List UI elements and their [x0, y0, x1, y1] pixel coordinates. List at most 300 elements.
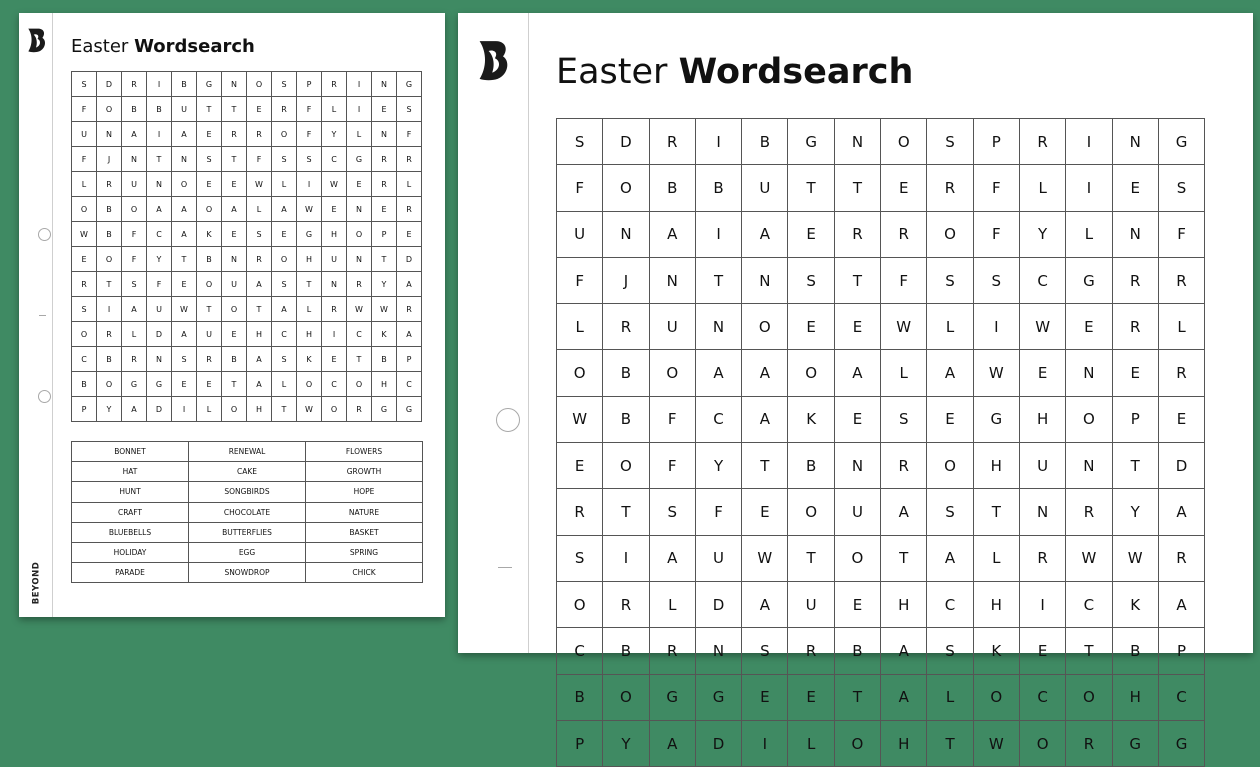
grid-cell: U: [788, 582, 834, 628]
grid-cell: S: [974, 258, 1020, 304]
grid-cell: D: [147, 397, 172, 422]
grid-cell: W: [1113, 536, 1159, 582]
grid-cell: B: [788, 443, 834, 489]
grid-cell: O: [72, 322, 97, 347]
grid-cell: W: [297, 397, 322, 422]
grid-cell: I: [603, 536, 649, 582]
grid-cell: E: [881, 165, 927, 211]
grid-cell: R: [1020, 536, 1066, 582]
grid-cell: B: [97, 197, 122, 222]
word-list-item: CHICK: [306, 563, 423, 583]
grid-cell: C: [322, 372, 347, 397]
grid-cell: W: [1066, 536, 1112, 582]
grid-cell: L: [650, 582, 696, 628]
grid-cell: N: [1113, 119, 1159, 165]
grid-cell: P: [1113, 397, 1159, 443]
beyond-logo-icon: [26, 27, 48, 53]
grid-cell: H: [322, 222, 347, 247]
grid-cell: L: [927, 675, 973, 721]
grid-cell: N: [322, 272, 347, 297]
grid-cell: E: [222, 222, 247, 247]
grid-cell: I: [742, 721, 788, 767]
grid-cell: R: [1159, 350, 1205, 396]
grid-cell: N: [650, 258, 696, 304]
grid-cell: L: [247, 197, 272, 222]
grid-cell: O: [603, 675, 649, 721]
grid-cell: A: [927, 350, 973, 396]
grid-cell: P: [72, 397, 97, 422]
grid-cell: C: [557, 628, 603, 674]
grid-cell: G: [297, 222, 322, 247]
grid-cell: A: [835, 350, 881, 396]
grid-cell: O: [557, 350, 603, 396]
word-list-table: [71, 441, 423, 583]
grid-cell: L: [197, 397, 222, 422]
grid-cell: H: [974, 443, 1020, 489]
grid-cell: F: [696, 489, 742, 535]
grid-cell: G: [197, 72, 222, 97]
grid-cell: E: [788, 304, 834, 350]
grid-cell: B: [650, 165, 696, 211]
grid-cell: A: [742, 582, 788, 628]
grid-cell: A: [147, 197, 172, 222]
grid-cell: T: [927, 721, 973, 767]
grid-cell: J: [603, 258, 649, 304]
grid-cell: L: [272, 372, 297, 397]
grid-cell: F: [650, 443, 696, 489]
grid-cell: N: [372, 122, 397, 147]
grid-cell: B: [97, 222, 122, 247]
grid-cell: I: [147, 72, 172, 97]
grid-cell: D: [97, 72, 122, 97]
grid-cell: T: [1066, 628, 1112, 674]
grid-cell: F: [247, 147, 272, 172]
grid-cell: Y: [1113, 489, 1159, 535]
grid-cell: R: [122, 347, 147, 372]
grid-cell: S: [557, 536, 603, 582]
grid-cell: O: [222, 297, 247, 322]
worksheet-title: Easter Wordsearch: [556, 52, 914, 92]
grid-cell: Y: [322, 122, 347, 147]
grid-cell: O: [297, 372, 322, 397]
grid-cell: L: [122, 322, 147, 347]
grid-cell: P: [297, 72, 322, 97]
grid-cell: R: [788, 628, 834, 674]
grid-cell: R: [97, 322, 122, 347]
grid-cell: I: [1066, 165, 1112, 211]
grid-cell: K: [372, 322, 397, 347]
grid-cell: W: [881, 304, 927, 350]
grid-cell: P: [974, 119, 1020, 165]
grid-cell: T: [835, 675, 881, 721]
grid-cell: E: [72, 247, 97, 272]
grid-cell: R: [1066, 489, 1112, 535]
word-list-item: GROWTH: [306, 462, 423, 482]
grid-cell: E: [788, 675, 834, 721]
grid-cell: G: [372, 397, 397, 422]
grid-cell: L: [347, 122, 372, 147]
grid-cell: B: [603, 350, 649, 396]
grid-cell: O: [603, 443, 649, 489]
grid-cell: A: [172, 197, 197, 222]
grid-cell: T: [222, 97, 247, 122]
grid-cell: T: [603, 489, 649, 535]
grid-cell: I: [172, 397, 197, 422]
grid-cell: T: [881, 536, 927, 582]
grid-cell: R: [1066, 721, 1112, 767]
grid-cell: Y: [147, 247, 172, 272]
grid-cell: T: [835, 165, 881, 211]
grid-cell: W: [247, 172, 272, 197]
grid-cell: R: [1159, 258, 1205, 304]
grid-cell: B: [72, 372, 97, 397]
grid-cell: E: [927, 397, 973, 443]
grid-cell: F: [557, 165, 603, 211]
fold-mark: [498, 567, 512, 568]
margin-line: [52, 13, 53, 617]
grid-cell: A: [1159, 489, 1205, 535]
grid-cell: D: [1159, 443, 1205, 489]
grid-cell: R: [222, 122, 247, 147]
grid-cell: L: [322, 97, 347, 122]
grid-cell: D: [696, 721, 742, 767]
grid-cell: I: [322, 322, 347, 347]
grid-cell: R: [881, 212, 927, 258]
grid-cell: E: [1113, 350, 1159, 396]
grid-cell: N: [147, 172, 172, 197]
grid-cell: R: [927, 165, 973, 211]
grid-cell: N: [742, 258, 788, 304]
grid-cell: G: [1159, 721, 1205, 767]
grid-cell: U: [197, 322, 222, 347]
grid-cell: G: [147, 372, 172, 397]
grid-cell: D: [147, 322, 172, 347]
grid-cell: K: [297, 347, 322, 372]
grid-cell: C: [397, 372, 422, 397]
grid-cell: G: [122, 372, 147, 397]
grid-cell: N: [1066, 350, 1112, 396]
grid-cell: C: [72, 347, 97, 372]
grid-cell: E: [222, 322, 247, 347]
grid-cell: T: [272, 397, 297, 422]
grid-cell: O: [197, 272, 222, 297]
grid-cell: P: [1159, 628, 1205, 674]
grid-cell: T: [347, 347, 372, 372]
grid-cell: H: [881, 582, 927, 628]
grid-cell: O: [172, 172, 197, 197]
grid-cell: I: [347, 72, 372, 97]
grid-cell: F: [147, 272, 172, 297]
grid-cell: R: [557, 489, 603, 535]
grid-cell: A: [650, 536, 696, 582]
grid-cell: S: [297, 147, 322, 172]
fold-mark: [39, 315, 46, 316]
grid-cell: R: [650, 628, 696, 674]
grid-cell: G: [1159, 119, 1205, 165]
grid-cell: S: [788, 258, 834, 304]
grid-cell: S: [650, 489, 696, 535]
grid-cell: F: [122, 222, 147, 247]
grid-cell: P: [557, 721, 603, 767]
grid-cell: Y: [603, 721, 649, 767]
grid-cell: B: [97, 347, 122, 372]
grid-cell: W: [742, 536, 788, 582]
grid-cell: F: [650, 397, 696, 443]
grid-cell: A: [172, 222, 197, 247]
worksheet-title: Easter Wordsearch: [71, 36, 255, 57]
grid-cell: U: [222, 272, 247, 297]
grid-cell: E: [172, 372, 197, 397]
grid-cell: R: [372, 147, 397, 172]
grid-cell: F: [297, 97, 322, 122]
grid-cell: U: [557, 212, 603, 258]
grid-cell: B: [835, 628, 881, 674]
grid-cell: A: [742, 350, 788, 396]
grid-cell: S: [72, 72, 97, 97]
grid-cell: K: [788, 397, 834, 443]
grid-cell: R: [1020, 119, 1066, 165]
grid-cell: H: [372, 372, 397, 397]
grid-cell: S: [927, 489, 973, 535]
grid-cell: O: [72, 197, 97, 222]
grid-cell: E: [835, 304, 881, 350]
grid-cell: O: [322, 397, 347, 422]
grid-cell: O: [1020, 721, 1066, 767]
grid-cell: R: [247, 122, 272, 147]
grid-cell: R: [347, 272, 372, 297]
grid-cell: A: [122, 122, 147, 147]
word-list-item: SONGBIRDS: [189, 482, 306, 502]
grid-cell: S: [272, 272, 297, 297]
word-list-item: BUTTERFLIES: [189, 523, 306, 543]
grid-cell: E: [742, 489, 788, 535]
grid-cell: H: [881, 721, 927, 767]
grid-cell: S: [122, 272, 147, 297]
grid-cell: A: [742, 397, 788, 443]
binder-hole: [496, 408, 520, 432]
grid-cell: O: [927, 212, 973, 258]
grid-cell: E: [557, 443, 603, 489]
grid-cell: A: [397, 322, 422, 347]
grid-cell: T: [222, 372, 247, 397]
word-list-item: HAT: [72, 462, 189, 482]
grid-cell: R: [1113, 304, 1159, 350]
grid-cell: A: [172, 322, 197, 347]
grid-cell: I: [1066, 119, 1112, 165]
grid-cell: S: [197, 147, 222, 172]
margin-line: [528, 13, 529, 653]
grid-cell: O: [742, 304, 788, 350]
grid-cell: A: [742, 212, 788, 258]
grid-cell: C: [272, 322, 297, 347]
grid-cell: R: [72, 272, 97, 297]
grid-cell: B: [603, 628, 649, 674]
grid-cell: W: [974, 350, 1020, 396]
grid-cell: Y: [696, 443, 742, 489]
grid-cell: A: [881, 489, 927, 535]
brand-label: BEYOND: [31, 561, 42, 605]
grid-cell: O: [974, 675, 1020, 721]
grid-cell: B: [603, 397, 649, 443]
word-list-item: HOPE: [306, 482, 423, 502]
grid-cell: C: [927, 582, 973, 628]
grid-cell: A: [222, 197, 247, 222]
grid-cell: D: [696, 582, 742, 628]
grid-cell: O: [1066, 397, 1112, 443]
grid-cell: G: [397, 397, 422, 422]
word-list-item: CRAFT: [72, 503, 189, 523]
grid-cell: N: [1020, 489, 1066, 535]
grid-cell: E: [1159, 397, 1205, 443]
word-list-item: RENEWAL: [189, 442, 306, 462]
grid-cell: P: [397, 347, 422, 372]
grid-cell: E: [322, 197, 347, 222]
grid-cell: E: [835, 582, 881, 628]
grid-cell: R: [397, 197, 422, 222]
grid-cell: O: [347, 372, 372, 397]
grid-cell: Y: [372, 272, 397, 297]
grid-cell: A: [272, 297, 297, 322]
grid-cell: R: [881, 443, 927, 489]
grid-cell: O: [347, 222, 372, 247]
grid-cell: Y: [1020, 212, 1066, 258]
grid-cell: L: [974, 536, 1020, 582]
grid-cell: T: [788, 165, 834, 211]
grid-cell: H: [247, 322, 272, 347]
word-list-item: PARADE: [72, 563, 189, 583]
grid-cell: R: [322, 297, 347, 322]
grid-cell: N: [835, 443, 881, 489]
grid-cell: I: [696, 119, 742, 165]
grid-cell: O: [788, 350, 834, 396]
grid-cell: B: [222, 347, 247, 372]
word-list-item: BONNET: [72, 442, 189, 462]
grid-cell: F: [974, 165, 1020, 211]
grid-cell: S: [247, 222, 272, 247]
grid-cell: R: [372, 172, 397, 197]
grid-cell: N: [696, 304, 742, 350]
grid-cell: S: [1159, 165, 1205, 211]
grid-cell: P: [372, 222, 397, 247]
grid-cell: G: [347, 147, 372, 172]
grid-cell: R: [1113, 258, 1159, 304]
grid-cell: B: [557, 675, 603, 721]
grid-cell: O: [197, 197, 222, 222]
grid-cell: S: [397, 97, 422, 122]
binder-hole: [38, 390, 51, 403]
word-list-item: CAKE: [189, 462, 306, 482]
grid-cell: O: [97, 372, 122, 397]
worksheet-preview-large: [458, 13, 1253, 753]
grid-cell: T: [97, 272, 122, 297]
word-list-item: BASKET: [306, 523, 423, 543]
grid-cell: O: [881, 119, 927, 165]
grid-cell: S: [927, 258, 973, 304]
grid-cell: W: [372, 297, 397, 322]
grid-cell: E: [197, 372, 222, 397]
grid-cell: F: [557, 258, 603, 304]
grid-cell: E: [788, 212, 834, 258]
word-list-item: HOLIDAY: [72, 543, 189, 563]
grid-cell: T: [1113, 443, 1159, 489]
grid-cell: L: [272, 172, 297, 197]
grid-cell: W: [72, 222, 97, 247]
grid-cell: U: [322, 247, 347, 272]
grid-cell: W: [557, 397, 603, 443]
grid-cell: T: [297, 272, 322, 297]
word-list-item: SNOWDROP: [189, 563, 306, 583]
grid-cell: F: [397, 122, 422, 147]
grid-cell: C: [347, 322, 372, 347]
grid-cell: O: [122, 197, 147, 222]
grid-cell: L: [881, 350, 927, 396]
grid-cell: G: [788, 119, 834, 165]
grid-cell: E: [197, 122, 222, 147]
grid-cell: K: [1113, 582, 1159, 628]
grid-cell: W: [1020, 304, 1066, 350]
grid-cell: U: [835, 489, 881, 535]
grid-cell: W: [297, 197, 322, 222]
grid-cell: G: [974, 397, 1020, 443]
grid-cell: L: [1020, 165, 1066, 211]
grid-cell: R: [603, 304, 649, 350]
grid-cell: E: [1020, 350, 1066, 396]
binder-hole: [38, 228, 51, 241]
grid-cell: A: [172, 122, 197, 147]
grid-cell: R: [397, 147, 422, 172]
grid-cell: B: [372, 347, 397, 372]
grid-cell: T: [835, 258, 881, 304]
grid-cell: J: [97, 147, 122, 172]
grid-cell: E: [835, 397, 881, 443]
grid-cell: N: [1066, 443, 1112, 489]
grid-cell: O: [97, 97, 122, 122]
grid-cell: N: [835, 119, 881, 165]
grid-cell: L: [927, 304, 973, 350]
grid-cell: T: [247, 297, 272, 322]
grid-cell: O: [603, 165, 649, 211]
grid-cell: R: [347, 397, 372, 422]
grid-cell: I: [1020, 582, 1066, 628]
grid-cell: K: [197, 222, 222, 247]
grid-cell: F: [974, 212, 1020, 258]
grid-cell: F: [297, 122, 322, 147]
grid-cell: S: [272, 347, 297, 372]
grid-cell: A: [881, 628, 927, 674]
grid-cell: B: [742, 119, 788, 165]
grid-cell: N: [147, 347, 172, 372]
grid-cell: O: [247, 72, 272, 97]
grid-cell: U: [650, 304, 696, 350]
grid-cell: A: [247, 347, 272, 372]
grid-cell: F: [1159, 212, 1205, 258]
grid-cell: E: [1066, 304, 1112, 350]
word-list-item: NATURE: [306, 503, 423, 523]
grid-cell: N: [222, 247, 247, 272]
grid-cell: W: [322, 172, 347, 197]
grid-cell: O: [222, 397, 247, 422]
grid-cell: U: [122, 172, 147, 197]
grid-cell: H: [1020, 397, 1066, 443]
grid-cell: E: [222, 172, 247, 197]
grid-cell: B: [696, 165, 742, 211]
grid-cell: A: [272, 197, 297, 222]
grid-cell: O: [272, 122, 297, 147]
grid-cell: Y: [97, 397, 122, 422]
grid-cell: F: [881, 258, 927, 304]
grid-cell: S: [72, 297, 97, 322]
grid-cell: U: [147, 297, 172, 322]
